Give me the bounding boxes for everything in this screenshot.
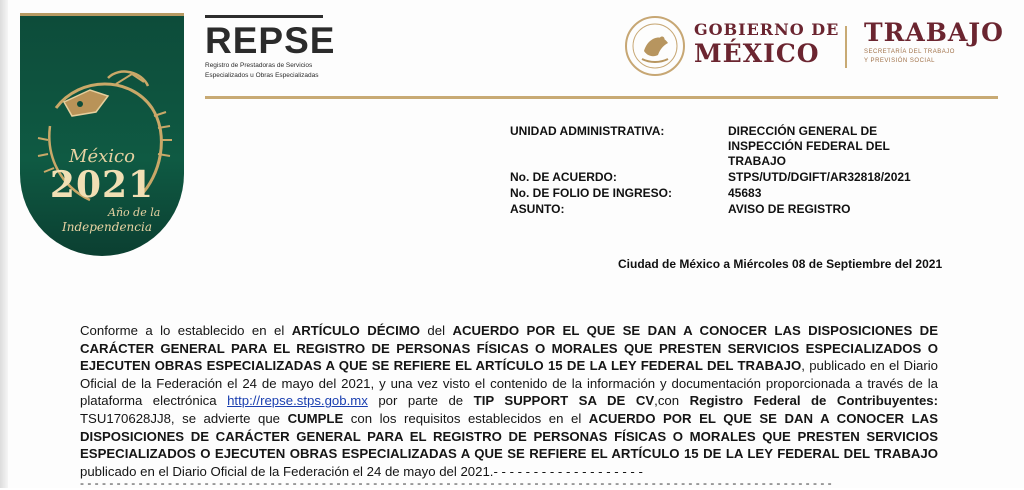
body-bold: ARTÍCULO DÉCIMO <box>291 323 420 338</box>
body-text: por parte de <box>367 393 474 409</box>
body-text: Conforme a lo establecido en el <box>80 323 292 338</box>
body-bold: ACUERDO POR EL QUE SE DAN A CONOCER LAS DISPOSICIONES DE CARÁCTER GENERAL PARA EL REGISTRO DE PERSONAS FÍSICAS O MORALES QUE PRESTEN SERVICIOS ESPECIALIZADOS O EJECUTEN OBRAS ESPECIALIZADAS A QUE SE REFIERE EL ARTÍCULO 15 DE LA LEY FEDERAL DEL TRABAJO <box>80 410 938 462</box>
body-bold: Registro Federal de Contribuyentes: <box>689 393 938 409</box>
gobierno-de-mexico-logo <box>694 20 839 69</box>
field-label: No. DE ACUERDO: <box>510 170 617 184</box>
body-text: con los requisitos establecidos en el <box>343 410 589 426</box>
trabajo-sub-1: SECRETARÍA DEL TRABAJO <box>864 49 955 55</box>
repse-link[interactable]: http://repse.stps.gob.mx <box>227 393 368 409</box>
gobierno-line-2: MÉXICO <box>694 39 820 68</box>
mexico-2021-banner <box>20 13 184 256</box>
field-value: AVISO DE REGISTRO <box>728 202 851 216</box>
banner-sub-2: Independencia <box>62 220 152 234</box>
trabajo-sub-2: Y PREVISIÓN SOCIAL <box>864 58 935 64</box>
body-text: publicado en el Diario Oficial de la Federación el 24 de mayo del 2021.- - - - - - - - - - - - - - - - - - - <box>80 463 643 479</box>
body-text: del <box>420 323 453 338</box>
body-bold: ACUERDO POR EL QUE SE DAN A CONOCER LAS DISPOSICIONES DE CARÁCTER GENERAL PARA EL REGISTRO DE PERSONAS FÍSICAS O MORALES QUE PRESTEN SERVICIOS ESPECIALIZADOS O EJECUTEN OBRAS ESPECIALIZADAS A QUE SE REFIERE EL ARTÍCULO 15 DE LA LEY FEDERAL DEL TRABAJO <box>80 323 938 374</box>
unidad-value-line-2: INSPECCIÓN FEDERAL DEL <box>728 139 890 153</box>
repse-sub-2: Especializados u Obras Especializadas <box>205 72 319 79</box>
repse-sub-1: Registro de Prestadoras de Servicios <box>205 62 313 69</box>
page-edge-shadow <box>0 0 8 488</box>
gobierno-line-1: GOBIERNO DE <box>694 20 840 39</box>
rfc-text: TSU170628JJ8, se advierte que <box>80 410 288 426</box>
banner-sub-1: Año de la <box>108 206 161 219</box>
field-label: No. DE FOLIO DE INGRESO: <box>510 186 673 200</box>
unidad-value-line-1: DIRECCIÓN GENERAL DE <box>728 124 878 138</box>
field-value <box>728 124 890 169</box>
banner-mexico-text: México <box>69 146 135 167</box>
unidad-value-line-3: TRABAJO <box>728 154 787 168</box>
trabajo-logo <box>864 18 1004 65</box>
body-paragraph <box>80 322 938 480</box>
cumple-text: CUMPLE <box>287 410 344 426</box>
body-text: ,con <box>654 393 690 409</box>
field-value: STPS/UTD/DGIFT/AR32818/2021 <box>728 170 911 184</box>
trabajo-title: TRABAJO <box>864 18 1004 47</box>
repse-logo <box>205 15 336 80</box>
repse-bar <box>205 15 323 18</box>
logo-divider <box>845 26 847 68</box>
repse-title: REPSE <box>205 20 336 61</box>
dash-filler-line: - - - - - - - - - - - - - - - - - - - - - - - - - - - - - - - - - - - - - - - - - - - - - - - - - - - - - - - - - - - - - - - - - - - - - - - - - - - - - - - - - - - - - - - - - - - - - - - - - - - - - - - <box>80 476 832 490</box>
body-text: , publicado en el Diario Oficial de la Federación el 24 de mayo del 2021, y una vez visto el contenido de la información y documentación proporcionada a través de la plataforma electrónica <box>80 358 938 409</box>
banner-year: 2021 <box>49 164 155 206</box>
company-name: TIP SUPPORT SA DE CV <box>473 393 655 409</box>
national-seal-icon <box>624 15 686 77</box>
field-value: 45683 <box>728 186 762 200</box>
field-label: UNIDAD ADMINISTRATIVA: <box>510 124 665 138</box>
field-label: ASUNTO: <box>510 202 565 216</box>
document-date: Ciudad de México a Miércoles 08 de Septiembre del 2021 <box>618 257 943 271</box>
header-divider <box>205 96 998 99</box>
